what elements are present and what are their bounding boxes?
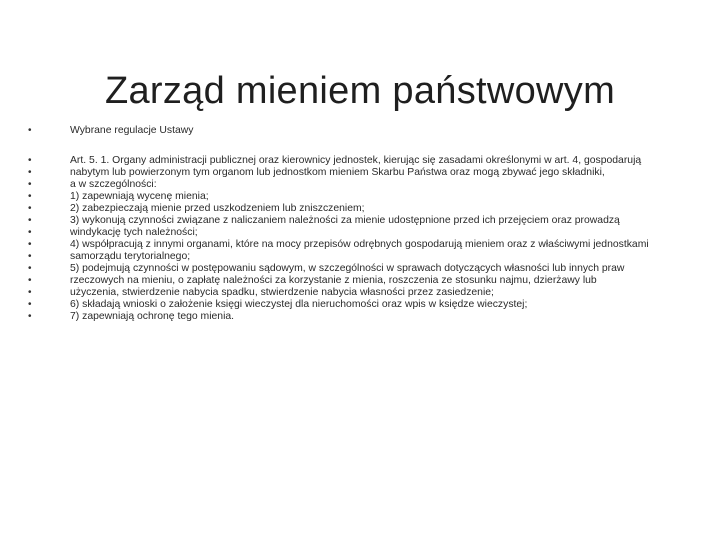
bullet-item (28, 191, 688, 203)
bullet-text: rzeczowych na mieniu, o zapłatę należności za korzystanie z mienia, roszczenia ze stosunku najmu, dzierżawy lub (70, 275, 597, 286)
bullet-text: 4) współpracują z innymi organami, które na mocy przepisów odrębnych gospodarują mieniem oraz z właściwymi jednostkami (70, 239, 649, 250)
bullet-icon: • (28, 215, 32, 226)
bullet-item (28, 287, 688, 299)
bullet-item (28, 251, 688, 263)
bullet-icon: • (28, 311, 32, 322)
bullet-item (28, 275, 688, 287)
bullet-item (28, 263, 688, 275)
bullet-item (28, 311, 688, 323)
bullet-icon: • (28, 125, 32, 136)
bullet-icon: • (28, 251, 32, 262)
bullet-item (28, 125, 688, 137)
bullet-text: nabytym lub powierzonym tym organom lub jednostkom mieniem Skarbu Państwa oraz mogą zbywać jego składniki, (70, 167, 605, 178)
slide-title: Zarząd mieniem państwowym (104, 70, 616, 113)
bullet-item (28, 239, 688, 251)
bullet-item (28, 167, 688, 179)
bullet-icon: • (28, 167, 32, 178)
bullet-text: samorządu terytorialnego; (70, 251, 191, 262)
bullet-text: 5) podejmują czynności w postępowaniu sądowym, w szczególności w sprawach dotyczących własności lub innych praw (70, 263, 625, 274)
bullet-icon: • (28, 299, 32, 310)
bullet-item (28, 155, 688, 167)
bullet-icon: • (28, 239, 32, 250)
bullet-icon: • (28, 191, 32, 202)
bullet-text: 3) wykonują czynności związane z naliczaniem należności za mienie udostępnione przed ich przejęciem oraz prowadzą (70, 215, 620, 226)
bullet-icon: • (28, 263, 32, 274)
bullet-item (28, 179, 688, 191)
bullet-icon: • (28, 227, 32, 238)
bullet-item (28, 203, 688, 215)
bullet-text: Art. 5. 1. Organy administracji publicznej oraz kierownicy jednostek, kierując się zasadami określonymi w art. 4, gospodarują (70, 155, 642, 166)
bullet-icon: • (28, 155, 32, 166)
bullet-text: 1) zapewniają wycenę mienia; (70, 191, 209, 202)
bullet-icon: • (28, 203, 32, 214)
bullet-icon: • (28, 287, 32, 298)
bullet-text: 2) zabezpieczają mienie przed uszkodzeniem lub zniszczeniem; (70, 203, 365, 214)
bullet-text: windykację tych należności; (70, 227, 198, 238)
bullet-text: 7) zapewniają ochronę tego mienia. (70, 311, 235, 322)
bullet-text: a w szczególności: (70, 179, 157, 190)
bullet-text: Wybrane regulacje Ustawy (70, 125, 194, 136)
bullet-icon: • (28, 179, 32, 190)
bullet-text: użyczenia, stwierdzenie nabycia spadku, stwierdzenie nabycia własności przez zasiedzenie; (70, 287, 494, 298)
bullet-icon: • (28, 275, 32, 286)
bullet-item (28, 227, 688, 239)
bullet-item (28, 215, 688, 227)
bullet-list (28, 125, 688, 323)
bullet-text: 6) składają wnioski o założenie księgi wieczystej dla nieruchomości oraz wpis w księdze wieczystej; (70, 299, 528, 310)
bullet-item (28, 299, 688, 311)
